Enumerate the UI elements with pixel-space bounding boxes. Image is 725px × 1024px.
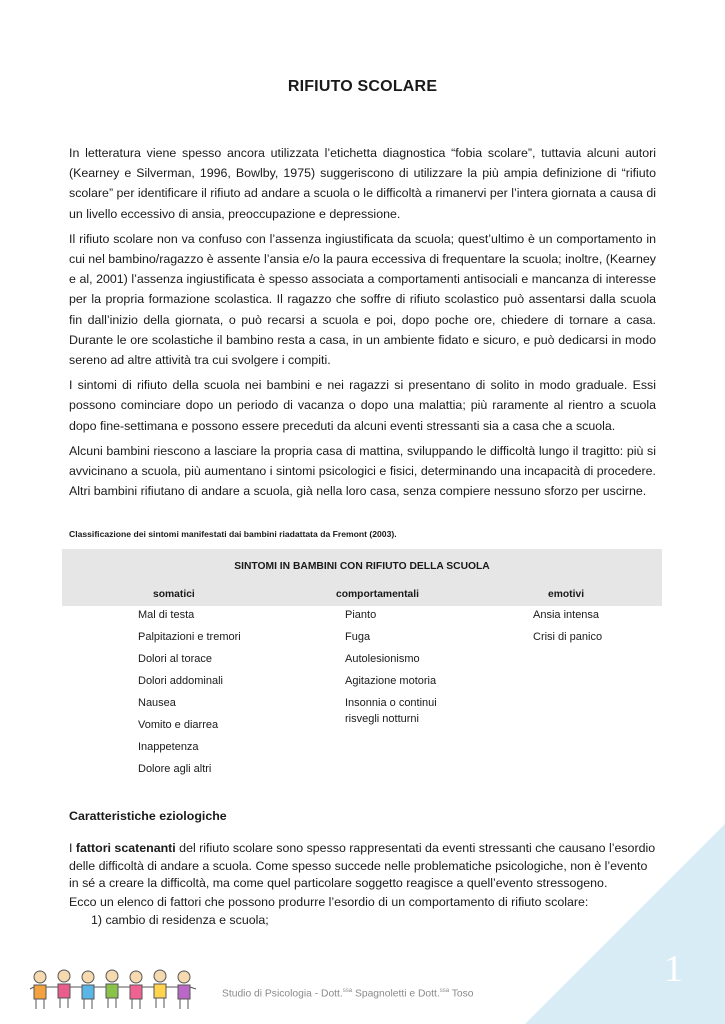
list-item: Pianto — [345, 609, 377, 621]
intro-text — [69, 143, 656, 506]
paragraph: Alcuni bambini riescono a lasciare la propria casa di mattina, sviluppando le difficoltà lungo il tragitto: più si avvicinano a scuola, più aumentano i sintomi psicologici e fisici, determinando una incapacità di procedere. Altri bambini rifiutano di andare a scuola, già nella loro casa, senza compiere nessuno sforzo per uscirne. — [69, 443, 656, 499]
list-item: risvegli notturni — [345, 713, 419, 725]
list-item: Dolore agli altri — [138, 763, 212, 775]
footer-superscript: ssa — [439, 988, 450, 994]
paragraph-text: del rifiuto scolare sono spesso rappresentati da eventi stressanti che causano l’esordio delle difficoltà di andare a scuola. Come spesso succede nelle problematiche psicologiche, non è l’evento in sé a creare la difficoltà, ma come quel particolare soggetto reagisce a quell’evento stressogeno. — [69, 841, 656, 890]
paragraph: Il rifiuto scolare non va confuso con l’assenza ingiustificata da scuola; quest’ultimo è un comportamento in cui nel bambino/ragazzo è assente l’ansia e/o la paura eccessiva di frequentare la scuola; inoltre, (Kearney e al, 2001) l’assenza ingiustificata è spesso associata a comportamenti antisociali e mancanza di interesse per la propria formazione scolastica. Il ragazzo che soffre di rifiuto scolastico può assentarsi dalla scuola fin dall’inizio della giornata, o può recarsi a scuola e poi, dopo poche ore, chiedere di tornare a casa. Durante le ore scolastiche il bambino resta a casa, in un ambiente fidato e sicuro, e può dedicarsi in modo sereno ad altre attività tra cui svolgere i compiti. — [69, 231, 656, 368]
list-item: Dolori al torace — [138, 653, 212, 665]
list-item: Crisi di panico — [533, 631, 603, 643]
footer-part: Spagnoletti e Dott. — [352, 988, 440, 1000]
paragraph: In letteratura viene spesso ancora utilizzata l’etichetta diagnostica “fobia scolare”, tuttavia alcuni autori (Kearney e Silverman, 1996, Bowlby, 1975) suggeriscono di utilizzare la più ampia definizione di “rifiuto scolare” per identificare il rifiuto ad andare a scuola o le difficoltà a rimanervi per l’intera giornata a causa di un livello eccessivo di ansia, preoccupazione e depressione. — [69, 146, 656, 221]
page-number: 1 — [664, 948, 683, 990]
list-item: Inappetenza — [138, 741, 199, 753]
paragraph-prefix: I — [69, 841, 76, 855]
bold-term: fattori scatenanti — [75, 841, 176, 855]
list-item: Dolori addominali — [138, 675, 223, 687]
column-header-emotivi: emotivi — [548, 589, 585, 600]
list-item: Autolesionismo — [345, 653, 420, 665]
footer-superscript: ssa — [342, 988, 353, 994]
column-header-comportamentali: comportamentali — [336, 589, 419, 600]
children-logo-icon — [28, 965, 198, 1013]
table-title: SINTOMI IN BAMBINI CON RIFIUTO DELLA SCUOLA — [234, 561, 490, 572]
table-caption: Classificazione dei sintomi manifestati dai bambini riadattata da Fremont (2003). — [69, 529, 397, 539]
document-title: RIFIUTO SCOLARE — [287, 78, 438, 95]
list-item: Vomito e diarrea — [138, 719, 219, 731]
column-header-somatici: somatici — [153, 589, 195, 600]
behavioral-symptoms-list — [345, 608, 437, 734]
list-item: Insonnia o continui — [345, 697, 437, 709]
list-item: Palpitazioni e tremori — [138, 631, 241, 643]
table-header — [62, 549, 662, 606]
list-item: Ansia intensa — [533, 609, 600, 621]
footer-part: Toso — [449, 988, 474, 1000]
footer-part: Studio di Psicologia - Dott. — [222, 988, 343, 1000]
numbered-item: 1) cambio di residenza e scuola; — [91, 913, 269, 927]
paragraph: Ecco un elenco di fattori che possono produrre l’esordio di un comportamento di rifiuto scolare: — [69, 894, 589, 909]
emotional-symptoms-list — [533, 608, 602, 652]
list-item: Agitazione motoria — [345, 675, 437, 687]
somatic-symptoms-list — [138, 608, 241, 784]
list-item: Nausea — [138, 697, 176, 709]
footer-text — [222, 988, 473, 999]
corner-decoration — [525, 824, 725, 1024]
list-item: Fuga — [345, 631, 371, 643]
paragraph: I sintomi di rifiuto della scuola nei bambini e nei ragazzi si presentano di solito in modo graduale. Essi possono cominciare dopo un periodo di vacanza o dopo una malattia; più raramente al rientro a scuola dopo fine-settimana e possono essere preceduti da alcuni eventi stressanti sia a casa che a scuola. — [69, 378, 656, 433]
list-item: Mal di testa — [138, 609, 195, 621]
section-title: Caratteristiche eziologiche — [69, 809, 227, 823]
